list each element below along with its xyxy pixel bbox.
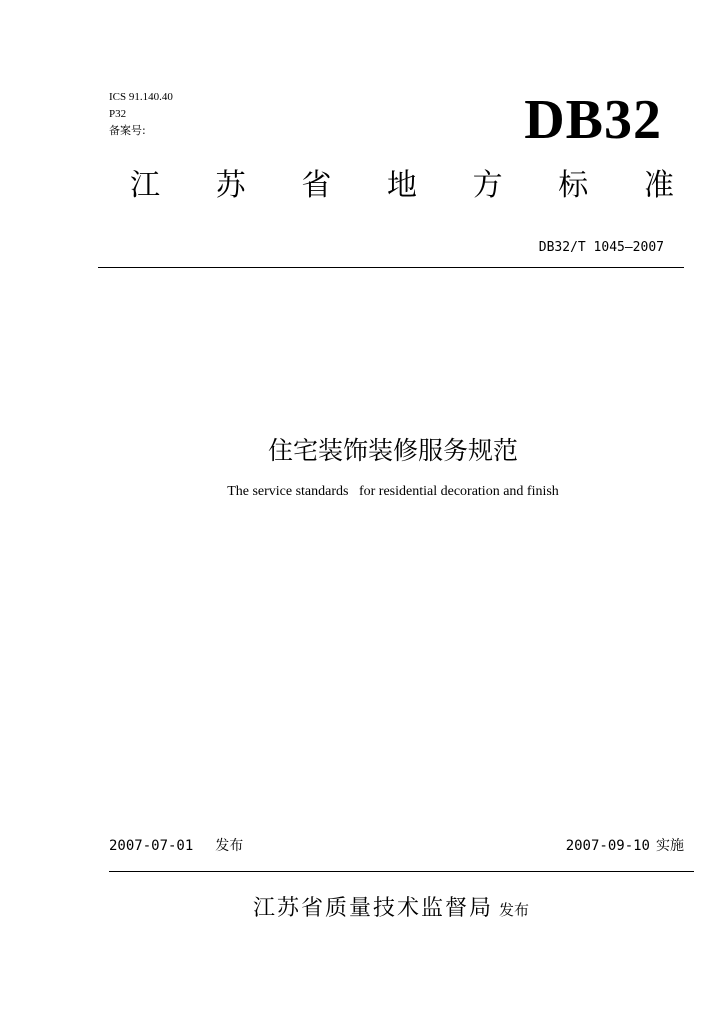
issuer-name: 江苏省质量技术监督局: [252, 896, 493, 921]
standard-number: DB32/T 1045—2007: [538, 240, 664, 255]
standard-type-char: 准: [643, 168, 674, 203]
standard-type-char: 方: [472, 168, 503, 203]
implementation-date: 2007-09-10: [565, 838, 650, 854]
document-title-english: The service standards for residential decoration and finish: [227, 484, 559, 499]
standard-type-char: 标: [558, 168, 589, 203]
standard-type-char: 省: [301, 168, 332, 203]
ics-code: ICS 91.140.40: [109, 91, 173, 103]
issue-label: 发布: [215, 838, 244, 854]
standard-type-char: 苏: [215, 168, 246, 203]
header-divider: [98, 267, 684, 268]
implementation-label: 实施: [656, 838, 684, 854]
issue-date-block: [109, 836, 243, 856]
standard-type-char: 地: [386, 168, 417, 203]
issue-date: 2007-07-01: [109, 838, 194, 854]
document-title-chinese: 住宅装饰装修服务规范: [267, 436, 518, 465]
record-number-label: 备案号:: [109, 124, 146, 137]
standard-type-char: 江: [130, 168, 160, 203]
classification-code: P32: [109, 108, 127, 120]
standard-type-heading: [130, 166, 674, 206]
footer-divider: [109, 871, 694, 872]
issuer-suffix: 发布: [499, 901, 530, 919]
implementation-date-block: [566, 836, 684, 856]
issuing-authority: [0, 893, 724, 926]
standard-logo: DB32: [524, 89, 662, 151]
